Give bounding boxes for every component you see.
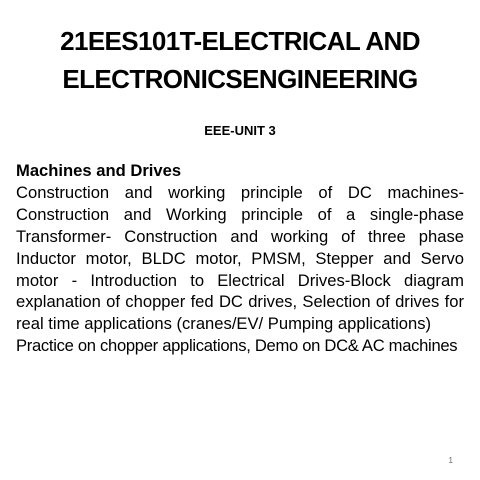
- slide-content: [16, 160, 464, 357]
- practice-paragraph: Practice on chopper applications, Demo on DC& AC machines: [16, 336, 458, 356]
- page-number: 1: [448, 456, 453, 465]
- syllabus-paragraph: Construction and working principle of DC machines- Construction and Working principle of a single-phase Transformer- Construction and working of three phase Inductor motor, BLDC motor, PMSM, Stepper and Servo motor - Introduction to Electrical Drives-Block diagram explanation of chopper fed DC drives, Selection of drives for real time applications (cranes/EV/ Pumping applications): [16, 182, 464, 334]
- section-heading: Machines and Drives: [16, 161, 182, 180]
- slide-title-line-1: 21EES101T-ELECTRICAL AND: [60, 26, 420, 56]
- slide-title: [20, 22, 460, 98]
- slide-subtitle: EEE-UNIT 3: [204, 123, 276, 138]
- slide-title-line-2: ELECTRONICSENGINEERING: [62, 64, 418, 94]
